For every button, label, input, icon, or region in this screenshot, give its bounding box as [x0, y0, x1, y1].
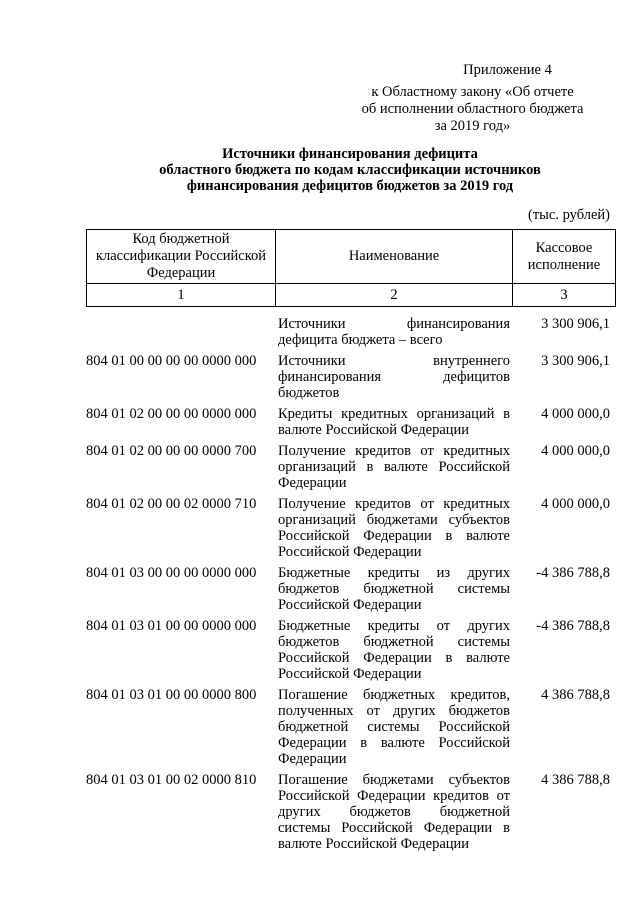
appendix-line-2: об исполнении областного бюджета [361, 101, 584, 117]
row-name: Источники внутреннего финансирования дефицитов бюджетов [278, 353, 510, 401]
table-body [86, 316, 612, 857]
row-name: Бюджетные кредиты из других бюджетов бюджетной системы Российской Федерации [278, 565, 510, 613]
header-number-3: 3 [513, 284, 616, 307]
appendix-line-3: за 2019 год» [434, 118, 511, 134]
row-amount: 4 386 788,8 [541, 687, 610, 703]
table-row [86, 316, 612, 348]
row-amount: 4 000 000,0 [541, 406, 610, 422]
table-row [86, 406, 612, 438]
row-name: Погашение бюджетных кредитов, полученных от других бюджетов бюджетной системы Российской Федерации в валюте Российской Федерации [278, 687, 510, 767]
appendix-line-1: к Областному закону «Об отчете [371, 84, 574, 100]
appendix-title: Приложение 4 [463, 62, 552, 78]
row-name: Получение кредитов от кредитных организаций в валюте Российской Федерации [278, 443, 510, 491]
table-header [86, 229, 616, 307]
title-line-3: финансирования дефицитов бюджетов за 2019 год [186, 178, 514, 194]
header-number-2: 2 [276, 284, 513, 307]
table-row [86, 443, 612, 491]
row-code: 804 01 03 01 00 00 0000 800 [86, 687, 257, 703]
row-name: Погашение бюджетами субъектов Российской Федерации кредитов от других бюджетов бюджетной системы Российской Федерации в валюте Российской Федерации [278, 772, 510, 852]
title-line-1: Источники финансирования дефицита [222, 146, 478, 162]
row-name: Кредиты кредитных организаций в валюте Российской Федерации [278, 406, 510, 438]
header-name: Наименование [276, 230, 513, 284]
header-code: Код бюджетной классификации Российской Федерации [87, 230, 276, 284]
row-amount: 4 386 788,8 [541, 772, 610, 788]
row-amount: -4 386 788,8 [536, 618, 610, 634]
document-title [60, 146, 640, 194]
header-amount: Кассовое исполнение [513, 230, 616, 284]
row-name: Бюджетные кредиты от других бюджетов бюджетной системы Российской Федерации в валюте Российской Федерации [278, 618, 510, 682]
row-code: 804 01 02 00 00 00 0000 000 [86, 406, 257, 422]
header-number-1: 1 [87, 284, 276, 307]
row-code [86, 316, 272, 348]
row-code: 804 01 03 01 00 02 0000 810 [86, 772, 257, 788]
row-code: 804 01 00 00 00 00 0000 000 [86, 353, 257, 369]
table-row [86, 353, 612, 401]
title-line-2: областного бюджета по кодам классификации источников [159, 162, 541, 178]
table-row [86, 496, 612, 560]
table-row [86, 565, 612, 613]
row-name: Получение кредитов от кредитных организаций бюджетами субъектов Российской Федерации в валюте Российской Федерации [278, 496, 510, 560]
appendix-block [340, 62, 605, 135]
row-amount: -4 386 788,8 [536, 565, 610, 581]
table-row [86, 687, 612, 767]
units-label: (тыс. рублей) [528, 207, 610, 223]
row-code: 804 01 02 00 00 02 0000 710 [86, 496, 257, 512]
row-amount: 4 000 000,0 [541, 443, 610, 459]
row-code: 804 01 02 00 00 00 0000 700 [86, 443, 257, 459]
table-row [86, 618, 612, 682]
row-amount: 3 300 906,1 [541, 353, 610, 369]
row-amount: 4 000 000,0 [541, 496, 610, 512]
row-code: 804 01 03 01 00 00 0000 000 [86, 618, 257, 634]
row-amount: 3 300 906,1 [541, 316, 610, 332]
row-name: Источники финансирования дефицита бюджета – всего [278, 316, 510, 348]
row-code: 804 01 03 00 00 00 0000 000 [86, 565, 257, 581]
table-row [86, 772, 612, 852]
